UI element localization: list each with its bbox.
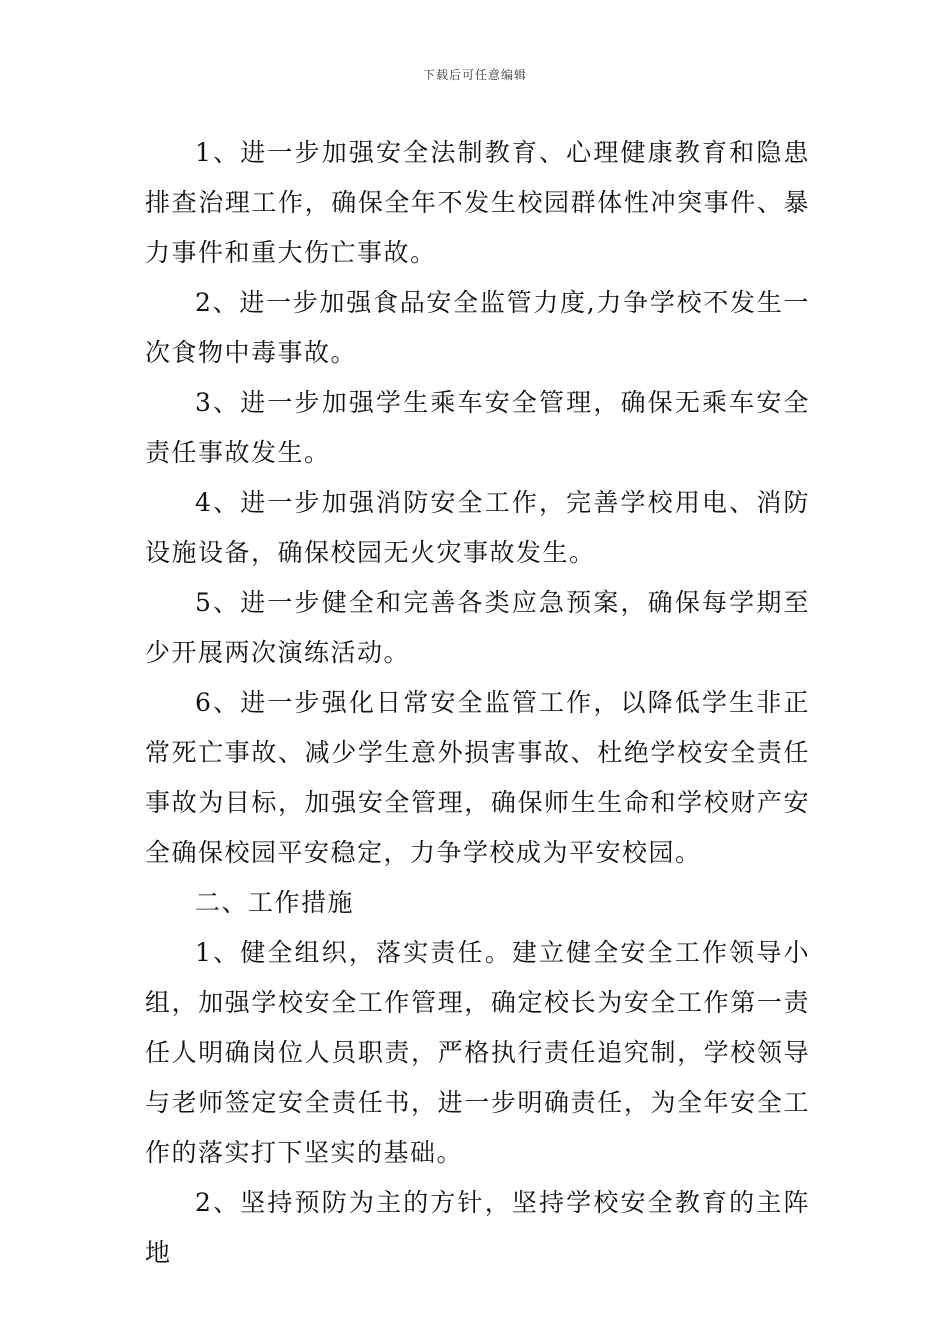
section-heading-measures: 二、工作措施 <box>195 888 355 917</box>
paragraph-goal-4: 4、进一步加强消防安全工作，完善学校用电、消防设施设备，确保校园无火灾事故发生。 <box>145 488 810 567</box>
paragraph-goal-1: 1、进一步加强安全法制教育、心理健康教育和隐患排查治理工作，确保全年不发生校园群体性冲突事件、暴力事件和重大伤亡事故。 <box>145 138 810 267</box>
paragraph-measure-1: 1、健全组织，落实责任。建立健全安全工作领导小组，加强学校安全工作管理，确定校长为安全工作第一责任人明确岗位人员职责，严格执行责任追究制，学校领导与老师签定安全责任书，进一步明确责任，为全年安全工作的落实打下坚实的基础。 <box>145 938 810 1167</box>
paragraph-goal-3: 3、进一步加强学生乘车安全管理，确保无乘车安全责任事故发生。 <box>145 388 810 467</box>
paragraph-goal-5: 5、进一步健全和完善各类应急预案，确保每学期至少开展两次演练活动。 <box>145 588 810 667</box>
document-body <box>145 128 810 1278</box>
header-note: 下载后可任意编辑 <box>422 68 527 82</box>
paragraph-goal-2: 2、进一步加强食品安全监管力度,力争学校不发生一次食物中毒事故。 <box>145 288 810 367</box>
paragraph-goal-6: 6、进一步强化日常安全监管工作，以降低学生非正常死亡事故、减少学生意外损害事故、杜绝学校安全责任事故为目标，加强安全管理，确保师生生命和学校财产安全确保校园平安稳定，力争学校成为平安校园。 <box>145 688 810 867</box>
paragraph-measure-2: 2、坚持预防为主的方针，坚持学校安全教育的主阵地 <box>145 1188 810 1267</box>
